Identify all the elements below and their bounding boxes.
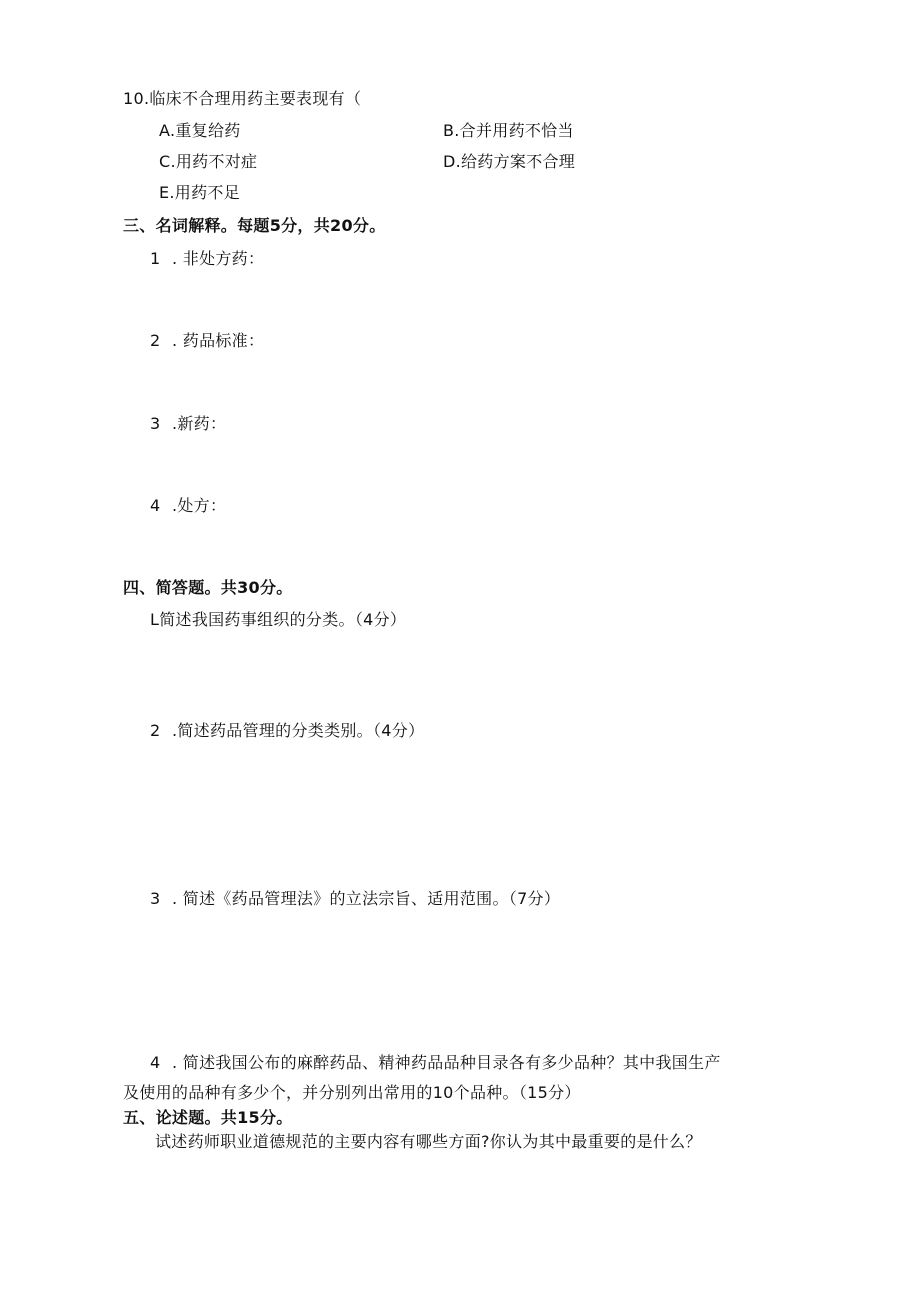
item-text: . 非处方药： [172,249,265,268]
item-number: 4 [150,1053,161,1072]
item-number: 2 [150,721,161,740]
item-text: .简述药品管理的分类类别。（4分） [172,721,425,740]
q10-option-c: C.用药不对症 [159,152,258,171]
section3-item-1 [150,249,264,269]
section4-item-4 [150,1053,721,1073]
q10-option-d: D.给药方案不合理 [443,152,576,171]
section3-item-2 [150,331,264,351]
section4-item-2 [150,721,424,741]
item-text: .新药： [172,414,227,433]
q10-option-a: A.重复给药 [159,121,241,140]
item-text: .处方： [172,496,227,515]
section3-item-4 [150,496,226,516]
item-number: 4 [150,496,161,515]
section4-title: 四、简答题。共30分。 [123,578,293,597]
item-number: 3 [150,889,161,908]
item-text: . 药品标准： [172,331,265,350]
item-number: 2 [150,331,161,350]
section3-item-3 [150,414,226,434]
q10-option-e: E.用药不足 [159,183,240,202]
item-text: . 简述我国公布的麻醉药品、精神药品品种目录各有多少品种？其中我国生产 [172,1053,721,1072]
section4-item-1: L简述我国药事组织的分类。（4分） [150,610,407,629]
q10-stem: 10.临床不合理用药主要表现有（ [123,89,362,108]
section4-item-3 [150,889,560,909]
item-number: 3 [150,414,161,433]
q10-option-b: B.合并用药不恰当 [443,121,574,140]
section4-item-4-continued: 及使用的品种有多少个，并分别列出常用的10个品种。（15分） [123,1083,581,1102]
item-number: 1 [150,249,161,268]
section3-title: 三、名词解释。每题5分，共20分。 [123,216,386,235]
item-text: . 简述《药品管理法》的立法宗旨、适用范围。（7分） [172,889,561,908]
section5-question: 试述药师职业道德规范的主要内容有哪些方面?你认为其中最重要的是什么？ [155,1132,702,1151]
section5-title: 五、论述题。共15分。 [123,1108,293,1127]
